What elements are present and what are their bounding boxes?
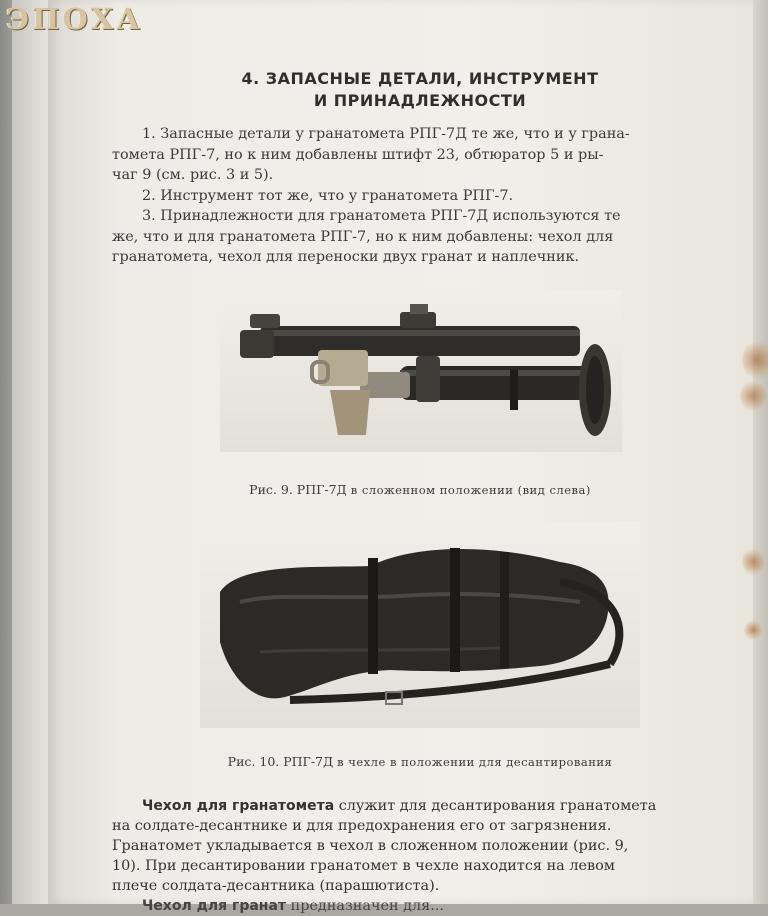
paragraph-line: 1. Запасные детали у гранатомета РПГ-7Д те же, что и у грана- [142,126,630,142]
watermark-logo: ЭПОХА [6,2,143,36]
heading-line-2: И ПРИНАДЛЕЖНОСТИ [313,91,527,110]
body-line-rest: предназначен для... [286,898,444,914]
body-line: на солдате-десантнике и для предохранения его от загрязнения. [112,818,612,834]
right-page-edge [753,0,768,904]
intro-paragraphs [112,124,722,268]
body-line [112,796,732,816]
heading-line-1: 4. ЗАПАСНЫЕ ДЕТАЛИ, ИНСТРУМЕНТ [241,69,599,88]
case-description [112,796,732,916]
paragraph-line: 3. Принадлежности для гранатомета РПГ-7Д используются те [142,208,621,224]
figure-10-prefix: Рис. 10. [227,754,280,769]
term-grenade-case: Чехол для гранат [142,898,287,914]
paragraph-line: чаг 9 (см. рис. 3 и 5). [112,167,274,183]
paragraph-line: гранатомета, чехол для переноски двух гранат и наплечник. [112,249,580,265]
figure-10-caption [150,754,690,769]
stain-mark [740,380,766,412]
paragraph-line: 2. Инструмент тот же, что у гранатомета РПГ-7. [142,187,514,204]
body-line: 10). При десантировании гранатомет в чехле находится на левом [112,858,615,874]
term-launcher-case: Чехол для гранатомета [142,798,335,814]
figure-9-description: в сложенном положении (вид слева) [350,483,591,497]
figure-9-prefix: Рис. 9. [249,482,293,497]
paragraph-line: томета РПГ-7, но к ним добавлены штифт 23, обтюратор 5 и ры- [112,146,604,163]
figure-10-title: РПГ-7Д [283,754,334,769]
stain-mark [742,340,768,380]
paragraph-line: же, что и для гранатомета РПГ-7, но к ним добавлены: чехол для [112,228,614,245]
body-line: Гранатомет укладывается в чехол в сложенном положении (рис. 9, [112,838,629,854]
section-heading [140,68,700,112]
launcher-illustration [220,290,622,452]
launcher-case-illustration [200,522,640,728]
body-line [112,896,732,916]
figure-9-caption [160,482,680,497]
stain-mark [742,548,764,576]
left-page-edge [12,0,53,904]
figure-10-photo [200,522,640,728]
figure-9-photo [220,290,622,452]
body-line-rest: служит для десантирования гранатомета [334,798,657,814]
figure-9-title: РПГ-7Д [296,482,347,497]
body-line: плече солдата-десантника (парашютиста). [112,878,440,894]
stain-mark [744,620,762,640]
figure-10-description: в чехле в положении для десантирования [337,755,613,769]
